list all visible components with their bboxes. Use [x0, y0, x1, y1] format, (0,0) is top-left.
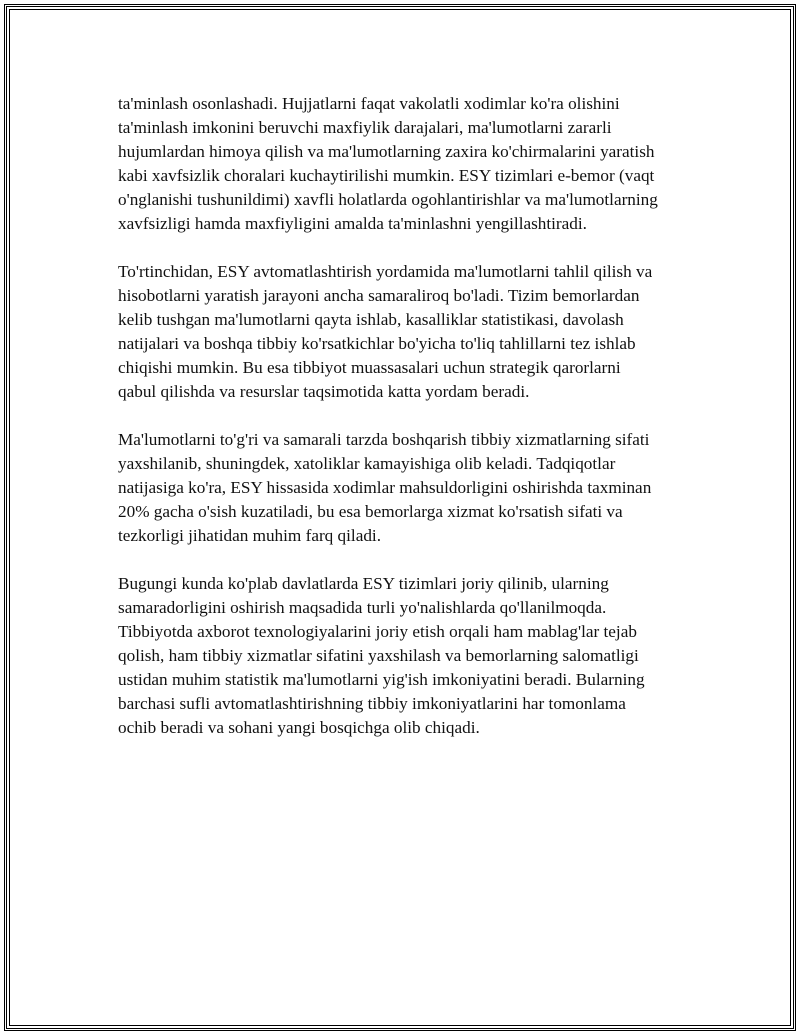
document-body	[118, 92, 658, 764]
paragraph-3: Ma'lumotlarni to'g'ri va samarali tarzda boshqarish tibbiy xizmatlarning sifati yaxshilanib, shuningdek, xatoliklar kamayishiga olib keladi. Tadqiqotlar natijasiga ko'ra, ESY hissasida xodimlar mahsuldorligini oshirishda taxminan 20% gacha o'sish kuzatiladi, bu esa bemorlarga xizmat ko'rsatish sifati va tezkorligi jihatidan muhim farq qiladi.	[118, 430, 652, 545]
paragraph-2: To'rtinchidan, ESY avtomatlashtirish yordamida ma'lumotlarni tahlil qilish va hisobotlarni yaratish jarayoni ancha samaraliroq bo'ladi. Tizim bemorlardan kelib tushgan ma'lumotlarni qayta ishlab, kasalliklar statistikasi, davolash natijalari va boshqa tibbiy ko'rsatkichlar bo'yicha to'liq tahlillarni tez ishlab chiqishi mumkin. Bu esa tibbiyot muassasalari uchun strategik qarorlarni qabul qilishda va resurslar taqsimotida katta yordam beradi.	[118, 262, 653, 401]
paragraph-4: Bugungi kunda ko'plab davlatlarda ESY tizimlari joriy qilinib, ularning samaradorligini oshirish maqsadida turli yo'nalishlarda qo'llanilmoqda. Tibbiyotda axborot texnologiyalarini joriy etish orqali ham mablag'lar tejab qolish, ham tibbiy xizmatlar sifatini yaxshilash va bemorlarning salomatligi ustidan muhim statistik ma'lumotlarni yig'ish imkoniyatini beradi. Bularning barchasi sufli avtomatlashtirishning tibbiy imkoniyatlarini har tomonlama ochib beradi va sohani yangi bosqichga olib chiqadi.	[118, 574, 645, 737]
paragraph-1: ta'minlash osonlashadi. Hujjatlarni faqat vakolatli xodimlar ko'ra olishini ta'minlash imkonini beruvchi maxfiylik darajalari, ma'lumotlarni zararli hujumlardan himoya qilish va ma'lumotlarning zaxira ko'chirmalarini yaratish kabi xavfsizlik choralari kuchaytirilishi mumkin. ESY tizimlari e-bemor (vaqt o'nglanishi tushunildimi) xavfli holatlarda ogohlantirishlar va ma'lumotlarning xavfsizligi hamda maxfiyligini amalda ta'minlashni yengillashtiradi.	[118, 94, 658, 233]
